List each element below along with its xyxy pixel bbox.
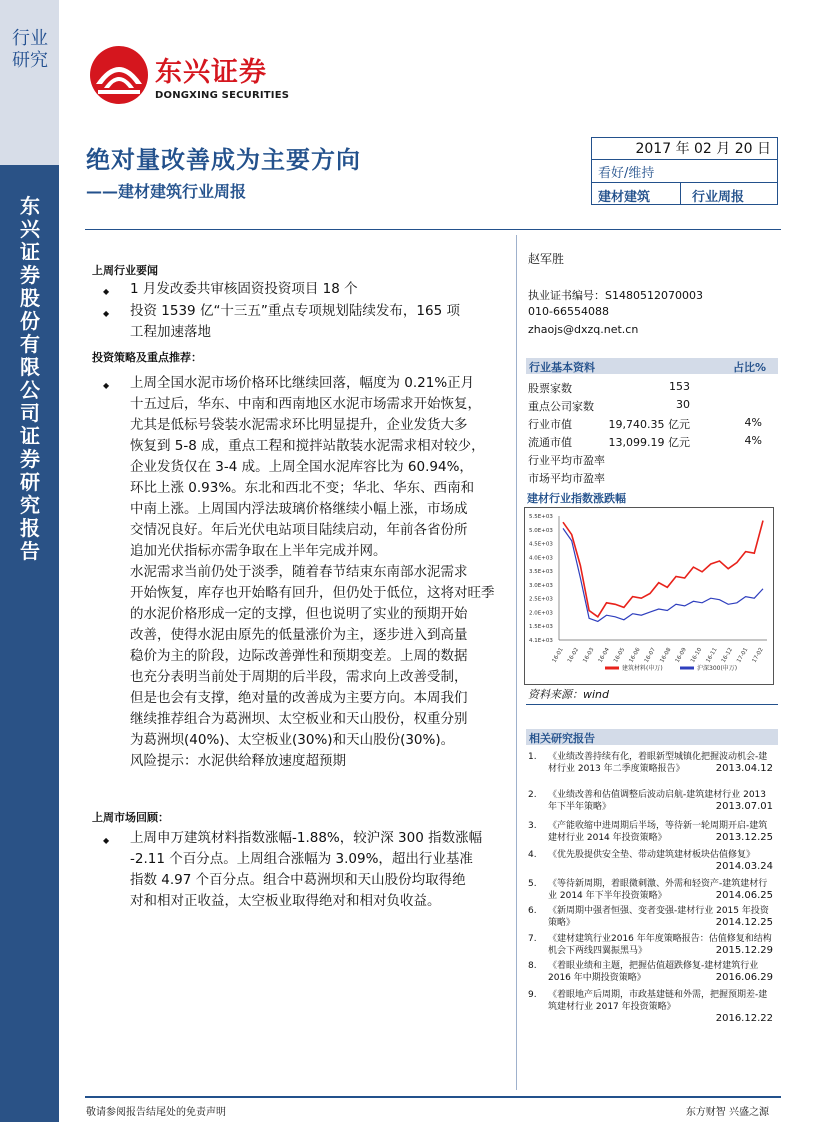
stat-label: 流通市值 (528, 436, 572, 449)
sector-row (592, 182, 777, 204)
sidebar-top-band (0, 0, 59, 165)
sector-label: 建材建筑 (598, 190, 651, 205)
company-logo (88, 44, 318, 110)
legend-label: 建筑材料(申万) (622, 665, 663, 672)
paragraph-line: 尤其是低标号袋装水泥需求环比明显提升，企业发货大多 (130, 417, 468, 433)
index-chart-svg (525, 508, 773, 684)
disclaimer-note: 敬请参阅报告结尾处的免责声明 (86, 1107, 226, 1118)
stat-row (528, 416, 768, 432)
chart-title: 建材行业指数涨跌幅 (527, 492, 626, 505)
index-chart (524, 507, 774, 685)
basic-data-title: 行业基本资料 (529, 361, 595, 374)
report-item[interactable] (528, 989, 773, 1024)
report-date: 2017 年 02 月 20 日 (592, 138, 777, 160)
logo-cn-text: 东兴证券 (155, 57, 267, 88)
x-tick-label: 16-11 (705, 647, 719, 664)
sidebar-main-label: 东兴证券股份有限公司证券研究报告 (20, 194, 40, 563)
paragraph-line: 为葛洲坝(40%)、太空板业(30%)和天山股份(30%)。 (130, 732, 455, 748)
stat-value: 19,740.35 亿元 (608, 418, 690, 431)
report-title: 《优先股提供安全垫、带动建筑建材板块估值修复》 (548, 850, 756, 860)
y-tick-label: 3.0E+03 (529, 582, 553, 589)
report-number: 8. (528, 961, 537, 971)
stat-label: 行业市值 (528, 418, 572, 431)
x-tick-label: 16-09 (674, 647, 688, 664)
series-line (563, 521, 763, 617)
report-item[interactable] (528, 789, 773, 819)
x-tick-label: 17-02 (751, 647, 765, 664)
report-number: 4. (528, 850, 537, 860)
x-tick-label: 16-04 (597, 647, 611, 664)
sector-divider (680, 183, 681, 205)
bullet-icon: ◆ (103, 836, 110, 845)
stat-value: 153 (669, 380, 690, 393)
x-tick-label: 16-06 (628, 647, 642, 664)
paragraph-line: 也充分表明当前处于周期的后半段，需求向上改善受制， (130, 669, 468, 685)
series-line (563, 528, 763, 621)
sidebar-top-label: 行业研究 (12, 28, 48, 71)
paragraph-line: 的水泥价格形成一定的支撑，但也说明了实业的预期开始 (130, 606, 468, 622)
report-date: 2016.06.29 (715, 972, 773, 983)
related-reports-title: 相关研究报告 (529, 732, 595, 745)
bullet-icon: ◆ (103, 381, 110, 390)
report-number: 5. (528, 879, 537, 889)
report-title: 《建材建筑行业2016 年年度策略报告：估值修复和结构机会下两线四翼振黑马》 (548, 934, 772, 956)
report-number: 1. (528, 752, 537, 762)
report-item[interactable] (528, 820, 773, 850)
report-item[interactable] (528, 905, 773, 935)
report-date: 2014.03.24 (715, 861, 773, 872)
market-review-heading: 上周市场回顾： (92, 811, 169, 824)
stat-percent: 4% (744, 434, 762, 447)
paragraph-line: 稳价为主的阶段，边际改善弹性和预期变差。上周的数据 (130, 648, 468, 664)
bullet-icon: ◆ (103, 287, 110, 296)
x-tick-label: 16-08 (659, 647, 673, 664)
y-tick-label: 2.5E+03 (529, 596, 553, 603)
stat-label: 股票家数 (528, 382, 572, 395)
paragraph-line: -2.11 个百分点。上周组合涨幅为 3.09%，超出行业基准 (130, 851, 473, 867)
email-link[interactable]: zhaojs@dxzq.net.cn (528, 323, 639, 336)
paragraph-line: 追加光伏指标亦需争取在上半年完成并网。 (130, 543, 387, 559)
footer-slogan: 东方财智 兴盛之源 (685, 1107, 769, 1118)
report-title: 《业绩改善持续有化，着眼新型城镇化把握波动机会-建材行业 2013 年二季度策略报告》 (548, 752, 768, 774)
logo-en-text: DONGXING SECURITIES (155, 90, 290, 101)
stat-row (528, 380, 768, 396)
paragraph-line: 水泥需求当前仍处于淡季，随着春节结束东南部水泥需求 (130, 564, 468, 580)
report-item[interactable] (528, 878, 773, 908)
report-type-label: 行业周报 (692, 190, 745, 205)
report-date: 2014.12.25 (715, 917, 773, 928)
y-tick-label: 5.5E+03 (529, 514, 553, 520)
y-tick-label: 4.1E+03 (529, 638, 553, 644)
report-date: 2014.06.25 (715, 890, 773, 901)
report-date: 2013.04.12 (715, 763, 773, 774)
cert-number: 执业证书编号：S1480512070003 (528, 289, 703, 302)
report-title: 《等待新周期，着眼微刺激、外需和轻资产-建筑建材行业 2014 年下半年投资策略》 (548, 879, 768, 901)
stat-value: 30 (676, 398, 690, 411)
column-divider (516, 235, 517, 1090)
paragraph-line: 但是也会有支撑，绝对量的改善成为主要方向。本周我们 (130, 690, 468, 706)
stat-label: 行业平均市盈率 (528, 454, 605, 467)
chart-separator (526, 704, 778, 705)
y-tick-label: 5.0E+03 (529, 527, 553, 534)
report-title: 《业绩改善和估值调整后波动启航-建筑建材行业 2013 年下半年策略》 (548, 790, 767, 812)
report-number: 7. (528, 934, 537, 944)
bullet-icon: ◆ (103, 309, 110, 318)
chart-header (526, 489, 778, 505)
logo-mark-icon (88, 44, 150, 106)
report-number: 6. (528, 906, 537, 916)
report-title: 《着眼地产后周期，市政基建链和外需，把握预期差-建筑建材行业 2017 年投资策略》 (548, 990, 768, 1012)
paragraph-line: 环比上涨 0.93%。东北和西北不变；华北、华东、西南和 (130, 480, 475, 496)
stat-value: 13,099.19 亿元 (608, 436, 690, 449)
report-info-box (591, 137, 778, 205)
report-title: 绝对量改善成为主要方向 (86, 146, 361, 174)
sidebar-main-band (0, 165, 59, 1122)
report-title: 《产能收缩中进周期后半场，等待新一轮周期开启-建筑建材行业 2014 年投资策略》 (548, 821, 768, 843)
stat-row (528, 434, 768, 450)
paragraph-line: 继续推荐组合为葛洲坝、太空板业和天山股份，权重分别 (130, 711, 468, 727)
report-subtitle: ——建材建筑行业周报 (86, 182, 247, 201)
weekly-item-2: 投资 1539 亿“十三五”重点专项规划陆续发布，165 项 (130, 303, 460, 319)
report-number: 9. (528, 990, 537, 1000)
report-title: 《新周期中强者恒强、变者变强-建材行业 2015 年投资策略》 (548, 906, 769, 928)
chart-source: 资料来源：wind (528, 688, 610, 701)
paragraph-line: 上周全国水泥市场价格环比继续回落，幅度为 0.21%正月 (130, 375, 475, 391)
stat-row (528, 398, 768, 414)
report-item[interactable] (528, 933, 773, 963)
paragraph-line: 对和相对正收益，太空板业取得绝对和相对负收益。 (130, 893, 441, 909)
report-item[interactable] (528, 849, 773, 879)
y-tick-label: 2.0E+03 (529, 610, 553, 617)
paragraph-line: 上周申万建筑材料指数涨幅-1.88%，较沪深 300 指数涨幅 (130, 830, 483, 846)
x-tick-label: 16-02 (566, 647, 581, 664)
footer-rule (85, 1096, 781, 1098)
x-tick-label: 17-01 (736, 647, 750, 664)
x-tick-label: 16-12 (720, 647, 734, 664)
y-tick-label: 4.5E+03 (529, 541, 553, 548)
paragraph-line: 指数 4.97 个百分点。组合中葛洲坝和天山股份均取得绝 (130, 872, 466, 888)
basic-data-pct-title: 占比% (732, 361, 766, 374)
report-item[interactable] (528, 960, 773, 990)
paragraph-line: 改善，使得水泥由原先的低量涨价为主，逐步进入到高量 (130, 627, 468, 643)
paragraph-line: 开始恢复，库存也开始略有回升，但仍处于低位，这将对旺季 (130, 585, 495, 601)
paragraph-line: 企业发货仅在 3-4 成。上周全国水泥库容比为 60.94%， (130, 459, 473, 475)
report-date: 2015.12.29 (715, 945, 773, 956)
paragraph-line: 交情况良好。年后光伏电站项目陆续启动，年前各省份所 (130, 522, 468, 538)
weekly-news-heading: 上周行业要闻 (92, 264, 158, 277)
y-tick-label: 3.5E+03 (529, 569, 553, 576)
paragraph-line: 风险提示：水泥供给释放速度超预期 (130, 753, 346, 769)
x-tick-label: 16-05 (613, 647, 627, 664)
legend-label: 沪深300(申万) (697, 665, 738, 672)
x-tick-label: 16-03 (582, 647, 596, 664)
y-tick-label: 1.5E+03 (529, 624, 553, 631)
basic-data-header (526, 358, 778, 374)
header-rule (85, 229, 781, 230)
stat-label: 重点公司家数 (528, 400, 594, 413)
related-reports-header (526, 729, 778, 745)
weekly-item-2-cont: 工程加速落地 (130, 324, 211, 340)
x-tick-label: 16-07 (643, 647, 658, 664)
report-number: 3. (528, 821, 537, 831)
paragraph-line: 中南上涨。上周国内浮法玻璃价格继续小幅上涨，市场成 (130, 501, 468, 517)
stat-percent: 4% (744, 416, 762, 429)
report-date: 2013.07.01 (715, 801, 773, 812)
strategy-heading: 投资策略及重点推荐： (92, 351, 202, 364)
paragraph-line: 恢复到 5-8 成，重点工程和搅拌站散装水泥需求相对较少， (130, 438, 485, 454)
weekly-item-1: 1 月发改委共审核固资投资项目 18 个 (130, 281, 358, 297)
author-name: 赵军胜 (528, 252, 565, 266)
y-tick-label: 4.0E+03 (529, 555, 553, 562)
report-item[interactable] (528, 751, 773, 781)
report-title: 《着眼业绩和主题，把握估值超跌修复-建材建筑行业 2016 年中期投资策略》 (548, 961, 759, 983)
rating-label: 看好/维持 (598, 166, 655, 181)
report-date: 2016.12.22 (715, 1013, 773, 1024)
x-tick-label: 16-01 (551, 647, 565, 664)
x-tick-label: 16-10 (690, 647, 704, 664)
phone-number: 010-66554088 (528, 305, 609, 318)
report-date: 2013.12.25 (715, 832, 773, 843)
stat-row (528, 452, 768, 468)
stat-label: 市场平均市盈率 (528, 472, 605, 485)
stat-row (528, 470, 768, 486)
report-number: 2. (528, 790, 537, 800)
paragraph-line: 十五过后，华东、中南和西南地区水泥市场需求开始恢复， (130, 396, 481, 412)
